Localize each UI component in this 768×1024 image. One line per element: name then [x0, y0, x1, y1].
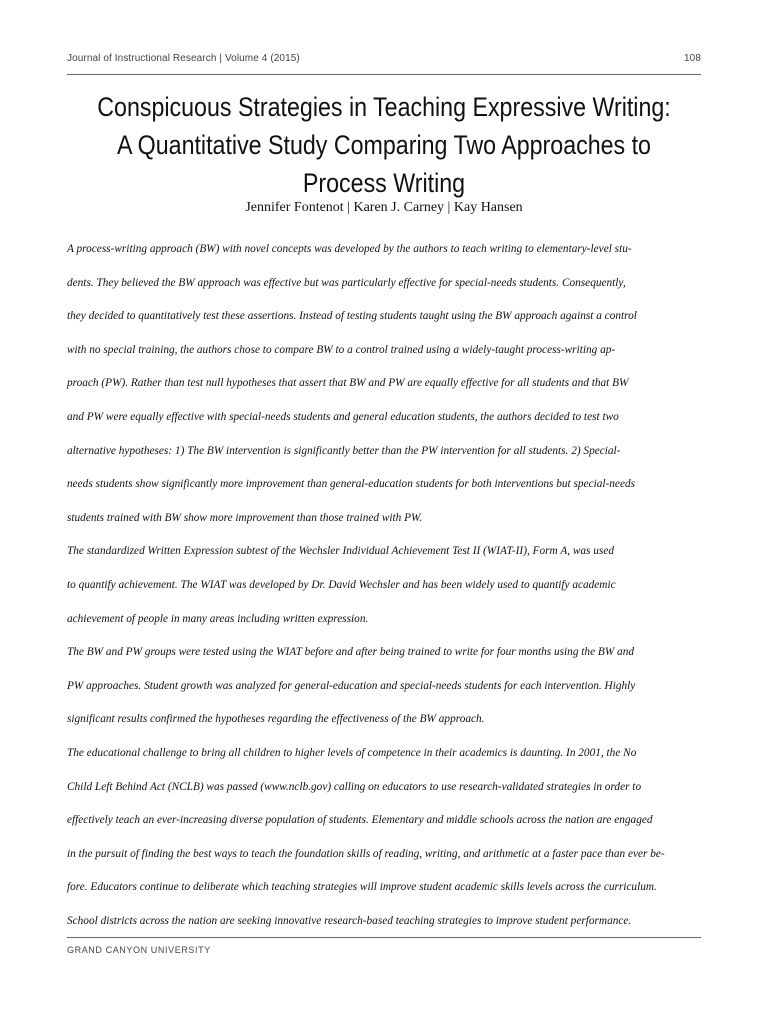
abstract-line: dents. They believed the BW approach was effective but was particularly effective for special-needs students. Consequently, [67, 276, 626, 289]
abstract-line: in the pursuit of finding the best ways to teach the foundation skills of reading, writing, and arithmetic at a faster pace than ever be- [67, 847, 665, 860]
title-line: Conspicuous Strategies in Teaching Expressive Writing: [97, 92, 671, 122]
abstract-text [67, 233, 701, 938]
abstract-line: effectively teach an ever-increasing diverse population of students. Elementary and middle schools across the nation are engaged [67, 814, 653, 827]
abstract-line: needs students show significantly more improvement than general-education students for both interventions but special-needs [67, 478, 635, 491]
abstract-line: to quantify achievement. The WIAT was developed by Dr. David Wechsler and has been widely used to quantify academic [67, 578, 616, 591]
abstract-line: and PW were equally effective with special-needs students and general education students, the authors decided to test two [67, 410, 619, 423]
article-title [88, 88, 680, 202]
running-head [67, 53, 701, 69]
abstract-line: Child Left Behind Act (NCLB) was passed (www.nclb.gov) calling on educators to use research-validated strategies in order to [67, 780, 642, 793]
abstract-line: fore. Educators continue to deliberate which teaching strategies will improve student academic skills levels across the curriculum. [67, 881, 657, 894]
abstract-line: School districts across the nation are seeking innovative research-based teaching strategies to improve student performance. [67, 914, 632, 927]
author-list: Jennifer Fontenot | Karen J. Carney | Kay Hansen [245, 200, 523, 215]
abstract-line: A process-writing approach (BW) with novel concepts was developed by the authors to teach writing to elementary-level stu- [67, 243, 632, 255]
abstract-line: they decided to quantitatively test these assertions. Instead of testing students taught using the BW approach against a control [67, 310, 637, 323]
title-line: A Quantitative Study Comparing Two Approaches to [117, 130, 651, 160]
abstract-line: students trained with BW show more improvement than those trained with PW. [67, 511, 423, 524]
footer-rule [67, 937, 701, 938]
abstract-line: The standardized Written Expression subtest of the Wechsler Individual Achievement Test II (WIAT-II), Form A, was used [67, 545, 614, 558]
title-line: Process Writing [302, 168, 466, 198]
abstract-line: alternative hypotheses: 1) The BW intervention is significantly better than the PW intervention for all students. 2) Special- [67, 444, 621, 457]
abstract-line: PW approaches. Student growth was analyzed for general-education and special-needs students for each intervention. Highly [67, 679, 636, 692]
abstract-line: with no special training, the authors chose to compare BW to a control trained using a widely-taught process-writing ap- [67, 343, 616, 356]
header-rule [67, 74, 701, 75]
abstract-line: The educational challenge to bring all children to higher levels of competence in their academics is daunting. In 2001, the No [67, 746, 637, 759]
abstract-line: proach (PW). Rather than test null hypotheses that assert that BW and PW are equally effective for all students and that BW [67, 377, 629, 390]
page-number: 108 [684, 53, 701, 64]
footer-institution: GRAND CANYON UNIVERSITY [67, 945, 211, 955]
journal-citation: Journal of Instructional Research | Volume 4 (2015) [67, 53, 300, 64]
abstract-line: The BW and PW groups were tested using the WIAT before and after being trained to write for four months using the BW and [67, 646, 634, 659]
abstract-line: achievement of people in many areas including written expression. [67, 612, 369, 625]
abstract-line: significant results confirmed the hypotheses regarding the effectiveness of the BW approach. [67, 713, 485, 726]
